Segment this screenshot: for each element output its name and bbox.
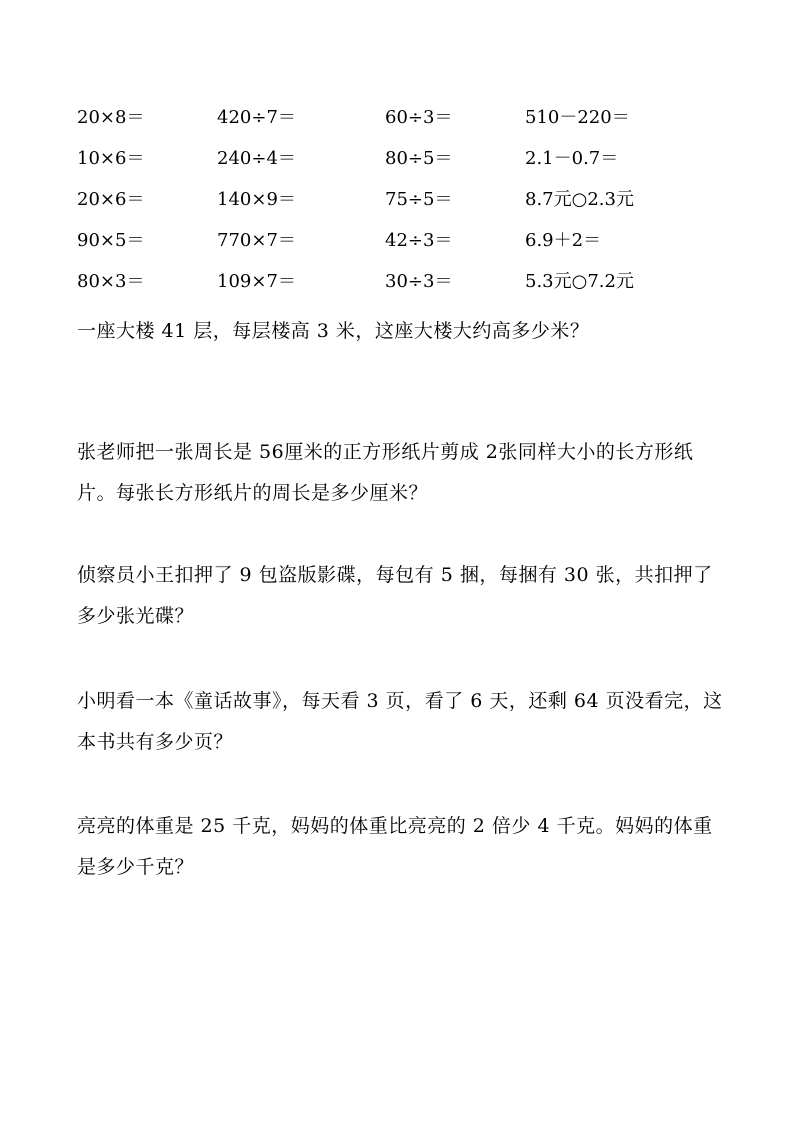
oral-calculation-grid (77, 104, 737, 309)
calculation-item: 240÷4＝ (217, 148, 296, 169)
word-problem-paper-perimeter: 张老师把一张周长是 56厘米的正方形纸片剪成 2张同样大小的长方形纸片。每张长方形纸片的周长是多少厘米？ (77, 441, 694, 504)
calculation-item: 90×5＝ (77, 230, 145, 251)
calculation-item: 75÷5＝ (385, 189, 453, 210)
calculation-item: 42÷3＝ (385, 230, 453, 251)
calculation-row (77, 268, 737, 309)
calculation-item: 420÷7＝ (217, 107, 296, 128)
calculation-item: 140×9＝ (217, 189, 296, 210)
word-problem-mother-weight: 亮亮的体重是 25 千克，妈妈的体重比亮亮的 2 倍少 4 千克。妈妈的体重是多少千克？ (77, 815, 713, 878)
calculation-item: 10×6＝ (77, 148, 145, 169)
word-problem-seized-discs: 侦察员小王扣押了 9 包盗版影碟，每包有 5 捆，每捆有 30 张，共扣押了多少张光碟？ (77, 564, 713, 627)
calculation-row (77, 145, 737, 186)
calculation-item: 510－220＝ (525, 107, 630, 128)
calculation-row (77, 186, 737, 227)
calculation-item: 109×7＝ (217, 271, 296, 292)
calculation-item: 80÷5＝ (385, 148, 453, 169)
calculation-item: 2.1－0.7＝ (525, 148, 619, 169)
word-problem-book-pages: 小明看一本《童话故事》，每天看 3 页，看了 6 天，还剩 64 页没看完，这本书共有多少页？ (77, 690, 723, 753)
calculation-item: 80×3＝ (77, 271, 145, 292)
calculation-item: 6.9＋2＝ (525, 230, 602, 251)
calculation-item: 20×8＝ (77, 107, 145, 128)
calculation-row (77, 227, 737, 268)
calculation-item: 770×7＝ (217, 230, 296, 251)
comparison-item: 8.7元○2.3元 (525, 189, 634, 210)
comparison-item: 5.3元○7.2元 (525, 271, 634, 292)
calculation-item: 20×6＝ (77, 189, 145, 210)
calculation-item: 30÷3＝ (385, 271, 453, 292)
calculation-row (77, 104, 737, 145)
word-problem-building-height: 一座大楼 41 层，每层楼高 3 米，这座大楼大约高多少米？ (77, 320, 590, 342)
calculation-item: 60÷3＝ (385, 107, 453, 128)
